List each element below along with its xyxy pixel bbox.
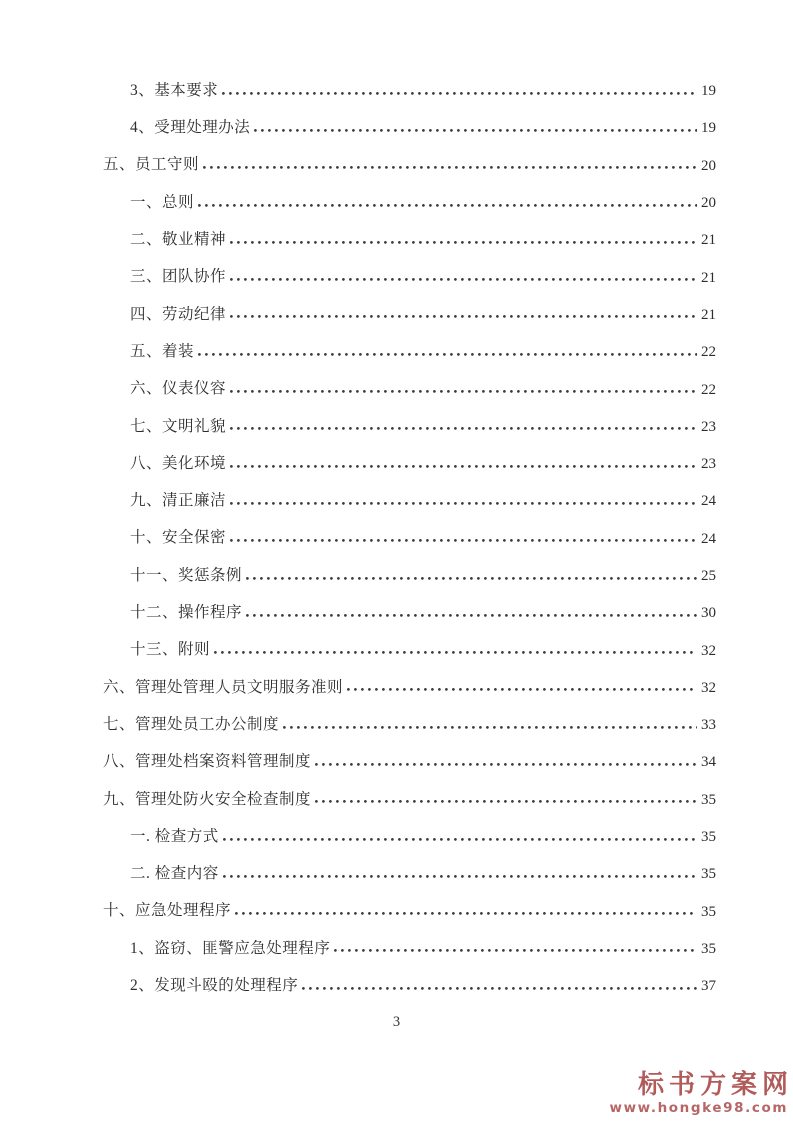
toc-entry-page[interactable]: 25 — [701, 568, 716, 584]
toc-entry-page[interactable]: 35 — [701, 940, 716, 957]
toc-entry-label[interactable]: 四、劳动纪律 — [130, 305, 227, 323]
toc-entry[interactable] — [0, 706, 793, 743]
dot-leader — [314, 762, 697, 770]
dot-leader — [222, 837, 697, 845]
dot-leader — [221, 91, 697, 99]
toc-entry-label[interactable]: 一. 检查方式 — [130, 827, 219, 845]
toc-entry-page[interactable]: 21 — [701, 269, 716, 286]
toc-entry-page[interactable]: 22 — [701, 344, 716, 361]
toc-entry-page[interactable]: 37 — [701, 978, 716, 995]
toc-entry[interactable] — [0, 147, 793, 184]
toc-entry-page[interactable]: 32 — [701, 679, 716, 696]
toc-entry[interactable] — [0, 296, 793, 333]
toc-entry-label[interactable]: 一、总则 — [130, 193, 195, 211]
dot-leader — [229, 538, 697, 546]
toc-entry-label[interactable]: 九、清正廉洁 — [130, 492, 227, 510]
toc-entry-page[interactable]: 23 — [701, 418, 716, 435]
toc-entry[interactable] — [0, 557, 793, 594]
toc-entry-page[interactable]: 24 — [701, 493, 716, 510]
watermark — [609, 1069, 793, 1116]
toc-entry-label[interactable]: 十、安全保密 — [130, 529, 227, 547]
toc-entry-label[interactable]: 九、管理处防火安全检查制度 — [103, 790, 312, 808]
dot-leader — [245, 613, 697, 621]
toc-entry[interactable] — [0, 184, 793, 221]
toc-entry[interactable] — [0, 818, 793, 855]
toc-entry-page[interactable]: 32 — [701, 642, 716, 659]
dot-leader — [229, 314, 697, 322]
watermark-site-name: 标书方案网 — [637, 1069, 793, 1100]
toc-entry-label[interactable]: 十二、操作程序 — [130, 604, 243, 622]
toc-entry[interactable] — [0, 482, 793, 519]
toc-entry[interactable] — [0, 893, 793, 930]
toc-entry-page[interactable]: 23 — [701, 456, 716, 473]
toc-entry-page[interactable]: 21 — [701, 232, 716, 249]
toc-entry-label[interactable]: 1、盗窃、匪警应急处理程序 — [130, 939, 331, 957]
toc-entry[interactable] — [0, 221, 793, 258]
toc-entry-page[interactable]: 35 — [701, 791, 716, 808]
dot-leader — [229, 277, 697, 285]
toc-entry[interactable] — [0, 520, 793, 557]
watermark-url: www.hongke98.com — [609, 1099, 788, 1116]
toc-entry-label[interactable]: 七、文明礼貌 — [130, 417, 227, 435]
toc-entry-page[interactable]: 22 — [701, 381, 716, 398]
dot-leader — [222, 874, 697, 882]
table-of-contents — [0, 72, 793, 1004]
toc-entry-page[interactable]: 34 — [701, 754, 716, 771]
toc-entry-label[interactable]: 五、员工守则 — [103, 156, 200, 174]
toc-entry-label[interactable]: 八、管理处档案资料管理制度 — [103, 753, 312, 771]
toc-entry-label[interactable]: 十一、奖惩条例 — [130, 566, 243, 584]
dot-leader — [333, 948, 697, 956]
dot-leader — [229, 501, 697, 509]
toc-entry[interactable] — [0, 594, 793, 631]
toc-entry[interactable] — [0, 72, 793, 109]
toc-entry[interactable] — [0, 967, 793, 1004]
dot-leader — [253, 128, 697, 136]
dot-leader — [346, 687, 697, 695]
toc-entry-page[interactable]: 20 — [701, 195, 716, 212]
dot-leader — [197, 352, 697, 360]
toc-entry-label[interactable]: 二. 检查内容 — [130, 865, 219, 883]
dot-leader — [197, 203, 697, 211]
toc-entry-label[interactable]: 八、美化环境 — [130, 454, 227, 472]
toc-entry-label[interactable]: 2、发现斗殴的处理程序 — [130, 977, 299, 995]
toc-entry[interactable] — [0, 258, 793, 295]
toc-entry-page[interactable]: 20 — [701, 157, 716, 174]
page-footer — [0, 1014, 793, 1031]
toc-entry[interactable] — [0, 333, 793, 370]
toc-entry-label[interactable]: 十、应急处理程序 — [103, 902, 232, 920]
dot-leader — [229, 389, 697, 397]
toc-entry-page[interactable]: 33 — [701, 717, 716, 734]
page-number: 3 — [392, 1014, 401, 1030]
toc-entry[interactable] — [0, 370, 793, 407]
toc-entry[interactable] — [0, 669, 793, 706]
toc-entry-label[interactable]: 六、管理处管理人员文明服务准则 — [103, 678, 344, 696]
dot-leader — [229, 426, 697, 434]
toc-entry-page[interactable]: 21 — [701, 306, 716, 323]
toc-entry-label[interactable]: 七、管理处员工办公制度 — [103, 715, 280, 733]
toc-entry[interactable] — [0, 109, 793, 146]
toc-entry-label[interactable]: 3、基本要求 — [130, 81, 219, 99]
toc-entry-page[interactable]: 19 — [701, 120, 716, 137]
toc-entry[interactable] — [0, 743, 793, 780]
dot-leader — [229, 240, 697, 248]
toc-entry-label[interactable]: 十三、附则 — [130, 641, 211, 659]
toc-entry-page[interactable]: 19 — [701, 83, 716, 100]
toc-entry-label[interactable]: 4、受理处理办法 — [130, 119, 251, 137]
toc-entry-page[interactable]: 35 — [701, 866, 716, 883]
toc-entry-page[interactable]: 35 — [701, 829, 716, 846]
toc-entry-label[interactable]: 五、着装 — [130, 342, 195, 360]
toc-entry-page[interactable]: 30 — [701, 605, 716, 622]
toc-entry[interactable] — [0, 781, 793, 818]
dot-leader — [301, 986, 697, 994]
toc-entry[interactable] — [0, 855, 793, 892]
toc-entry-page[interactable]: 35 — [701, 903, 716, 920]
toc-entry[interactable] — [0, 445, 793, 482]
toc-entry-label[interactable]: 二、敬业精神 — [130, 231, 227, 249]
dot-leader — [229, 464, 697, 472]
toc-entry-label[interactable]: 六、仪表仪容 — [130, 380, 227, 398]
dot-leader — [202, 165, 697, 173]
dot-leader — [213, 650, 697, 658]
dot-leader — [234, 911, 697, 919]
dot-leader — [314, 799, 697, 807]
dot-leader — [245, 576, 697, 584]
toc-entry-label[interactable]: 三、团队协作 — [130, 268, 227, 286]
toc-entry[interactable] — [0, 631, 793, 668]
toc-entry-page[interactable]: 24 — [701, 530, 716, 547]
dot-leader — [282, 725, 697, 733]
toc-entry[interactable] — [0, 930, 793, 967]
toc-entry[interactable] — [0, 408, 793, 445]
